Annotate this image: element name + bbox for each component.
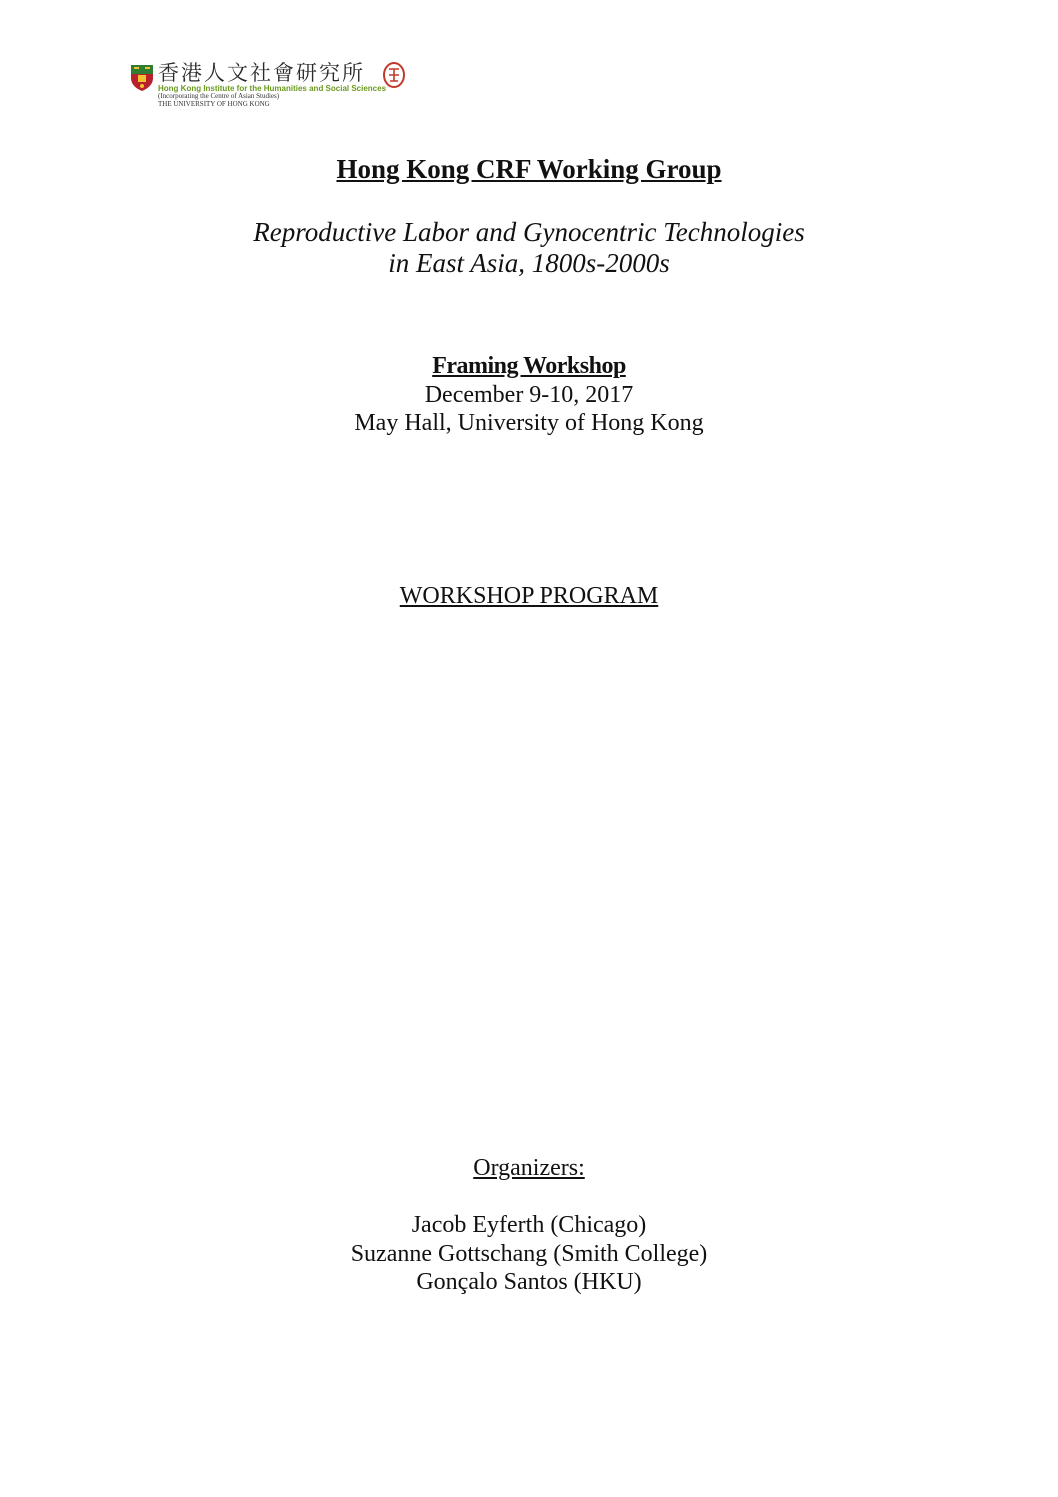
logo-sub-name: (Incorporating the Centre of Asian Studies) <box>158 92 280 100</box>
program-label: WORKSHOP PROGRAM <box>399 583 659 609</box>
logo-university: THE UNIVERSITY OF HONG KONG <box>158 100 270 108</box>
workshop-dates: December 9-10, 2017 <box>424 381 634 408</box>
logo-english-name: Hong Kong Institute for the Humanities and Social Sciences <box>158 84 387 93</box>
organizers-label: Organizers: <box>473 1155 585 1181</box>
workshop-venue: May Hall, University of Hong Kong <box>354 410 704 436</box>
workshop-info <box>0 352 1058 438</box>
document-subtitle <box>0 217 1058 279</box>
organizers-list <box>0 1211 1058 1297</box>
organizer-name: Gonçalo Santos (HKU) <box>416 1269 642 1296</box>
document-title: Hong Kong CRF Working Group <box>336 154 722 184</box>
university-crest-icon <box>130 64 154 92</box>
institute-logo <box>130 60 420 112</box>
subtitle-line-2: in East Asia, 1800s-2000s <box>388 248 670 278</box>
logo-chinese-name: 香港人文社會研究所 <box>158 61 365 85</box>
workshop-heading: Framing Workshop <box>432 353 626 379</box>
organizer-name: Jacob Eyferth (Chicago) <box>411 1212 647 1238</box>
organizer-name: Suzanne Gottschang (Smith College) <box>350 1240 708 1267</box>
subtitle-line-1: Reproductive Labor and Gynocentric Technologies <box>253 217 805 247</box>
